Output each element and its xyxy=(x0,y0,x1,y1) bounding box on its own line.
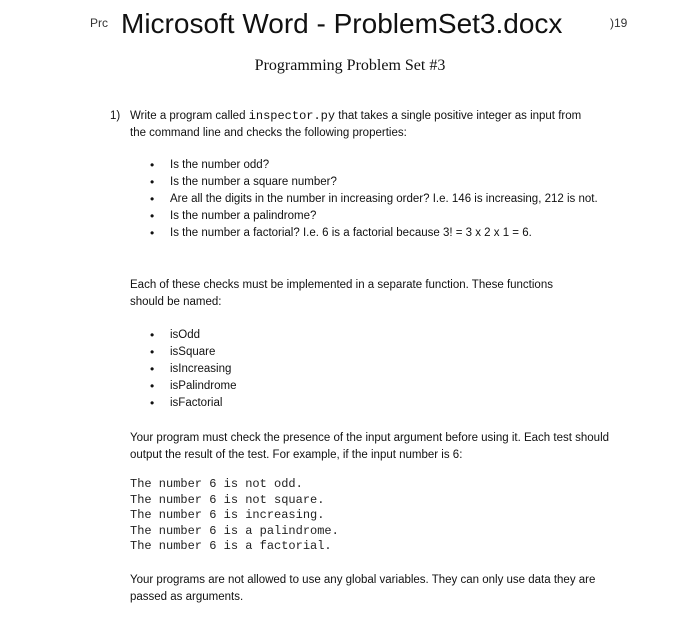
function-name: isSquare xyxy=(170,346,216,358)
intro-text-after: that takes a single positive integer as input from the command line and checks the following properties: xyxy=(130,110,582,139)
bullet-icon: • xyxy=(150,226,155,240)
output-line: The number 6 is a factorial. xyxy=(130,539,332,554)
check-text: Is the number odd? xyxy=(170,159,270,171)
list-item xyxy=(148,174,608,191)
intro-text-before: Write a program called xyxy=(130,110,249,122)
cropped-title-fragment-left: Prc xyxy=(90,16,108,30)
bullet-icon: • xyxy=(150,192,155,206)
question-intro xyxy=(130,108,600,142)
function-name: isOdd xyxy=(170,329,201,341)
bullet-icon: • xyxy=(150,328,155,342)
bullet-icon: • xyxy=(150,209,155,223)
list-item xyxy=(148,378,448,395)
cropped-title-fragment-right: )19 xyxy=(610,16,628,30)
list-item xyxy=(148,361,448,378)
check-text: Is the number a factorial? I.e. 6 is a factorial because 3! = 3 x 2 x 1 = 6. xyxy=(170,227,532,239)
document-title: Programming Problem Set #3 xyxy=(254,57,446,74)
program-name: inspector.py xyxy=(248,109,336,123)
example-output xyxy=(130,477,339,555)
function-name: isIncreasing xyxy=(170,363,232,375)
output-line: The number 6 is not odd. xyxy=(130,477,303,491)
output-intro: Your program must check the presence of the input argument before using it. Each test should output the result of the test. For example, if the input number is 6: xyxy=(130,432,610,461)
list-item xyxy=(148,191,608,208)
output-line: The number 6 is increasing. xyxy=(130,508,325,523)
output-line: The number 6 is not square. xyxy=(130,492,325,507)
function-name: isPalindrome xyxy=(170,380,237,392)
functions-intro: Each of these checks must be implemented in a separate function. These functions should be named: xyxy=(130,279,553,308)
checks-list xyxy=(148,157,608,242)
check-text: Is the number a palindrome? xyxy=(170,210,317,222)
bullet-icon: • xyxy=(150,345,155,359)
function-name: isFactorial xyxy=(170,397,223,409)
check-text: Are all the digits in the number in increasing order? I.e. 146 is increasing, 212 is not. xyxy=(170,193,598,205)
list-item xyxy=(148,327,448,344)
window-title: Microsoft Word - ProblemSet3.docx xyxy=(121,8,563,39)
check-text: Is the number a square number? xyxy=(170,176,337,188)
bullet-icon: • xyxy=(150,175,155,189)
window-header xyxy=(0,0,700,50)
list-item xyxy=(148,344,448,361)
functions-list xyxy=(148,327,448,412)
list-item xyxy=(148,208,608,225)
question-number: 1) xyxy=(110,110,121,122)
closing-paragraph: Your programs are not allowed to use any global variables. They can only use data they are passed as arguments. xyxy=(130,574,596,603)
bullet-icon: • xyxy=(150,396,155,410)
bullet-icon: • xyxy=(150,362,155,376)
bullet-icon: • xyxy=(150,379,155,393)
list-item xyxy=(148,395,448,412)
bullet-icon: • xyxy=(150,158,155,172)
output-line: The number 6 is a palindrome. xyxy=(130,523,339,538)
list-item xyxy=(148,225,608,242)
list-item xyxy=(148,157,608,174)
